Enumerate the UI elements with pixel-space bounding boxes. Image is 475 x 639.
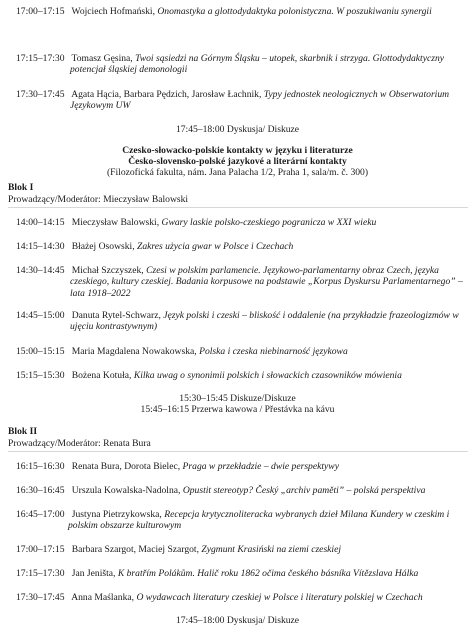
entry-title: K bratřím Polákům. Halič roku 1862 očima českého básníka Vítězslava Hálka [117, 568, 419, 579]
entry-authors: Jan Jeništa, [71, 568, 116, 579]
entry-authors: Mieczysław Balowski, [71, 217, 160, 228]
discussion-line: 17:45–18:00 Dyskusja/ Diskuze [175, 615, 300, 626]
entry-time: 17:30–17:45 [16, 592, 65, 603]
entry-time: 14:30–14:45 [16, 265, 65, 276]
program-entry [8, 485, 471, 496]
entry-title: Onomastyka a glottodydaktyka polonistyczna. W poszukiwaniu synergii [157, 6, 432, 17]
divider [8, 451, 468, 452]
entry-time: 16:15–16:30 [16, 461, 65, 472]
entry-time: 15:00–15:15 [16, 346, 65, 357]
discussion-line: 17:45–18:00 Dyskusja/ Diskuze [175, 124, 300, 135]
moderator-line: Prowadzący/Moderátor: Renata Bura [8, 438, 151, 449]
program-entry [8, 241, 471, 252]
entry-title: Kilka uwag o synonimii polskich i słowackich czasowników mówienia [133, 370, 402, 381]
entry-time: 17:00–17:15 [16, 6, 65, 17]
discussion-line: 15:30–15:45 Diskuze/Diskuze [179, 393, 296, 404]
entry-title: Zygmunt Krasiński na ziemi czeskiej [201, 544, 342, 555]
entry-title: O wydawcach literatury czeskiej w Polsce i literatury polskiej w Czechach [136, 592, 423, 603]
entry-title: Praga w przekładzie – dwie perspektywy [182, 461, 339, 472]
program-entry [8, 310, 471, 333]
section-venue: (Filozofická fakulta, nám. Jana Palacha 1/2, Praha 1, sala/m. č. 300) [106, 167, 369, 178]
program-entry [8, 461, 471, 472]
program-entry [8, 509, 471, 532]
entry-time: 17:15–17:30 [16, 53, 65, 64]
entry-authors: Michał Szczyszek, [71, 265, 144, 276]
entry-authors: Urszula Kowalska-Nadolna, [71, 485, 181, 496]
entry-authors: Agata Hącia, Barbara Pędzich, Jarosław Łachnik, [71, 89, 262, 100]
entry-authors: Renata Bura, Dorota Bielec, [71, 461, 181, 472]
entry-title: Opustit stereotyp? Český „archiv paměti” – polská perspektiva [182, 485, 426, 496]
entry-title: Język polski i czeski – bliskość i oddalenie (na przykładzie frazeologizmów w ujęciu kontrastywnym) [70, 310, 459, 333]
entry-time: 16:30–16:45 [16, 485, 65, 496]
divider [8, 207, 468, 208]
entry-time: 14:45–15:00 [16, 310, 65, 321]
program-entry [8, 370, 471, 381]
program-entry [8, 217, 471, 228]
program-entry [8, 6, 471, 17]
entry-authors: Barbara Szargot, Maciej Szargot, [71, 544, 199, 555]
entry-authors: Anna Maślanka, [71, 592, 135, 603]
program-entry [8, 89, 471, 112]
entry-authors: Błażej Osowski, [71, 241, 135, 252]
entry-authors: Danuta Rytel-Schwarz, [71, 310, 161, 321]
entry-time: 14:15–14:30 [16, 241, 65, 252]
program-entry [8, 53, 471, 76]
entry-title: Recepcja krytycznoliteracka wybranych dzieł Milana Kundery w czeskim i polskim obszarze kulturowym [68, 509, 450, 532]
entry-time: 16:45–17:00 [16, 509, 65, 520]
entry-title: Czesi w polskim parlamencie. Językowo-parlamentarny obraz Czech, języka czeskiego, kultury czeskiej. Badania korpusowe na podstawie „Korpus Dyskursu Parlamentarnego” – lata 1918–2022 [70, 265, 463, 299]
entry-title: Zakres użycia gwar w Polsce i Czechach [137, 241, 294, 252]
program-entry [8, 544, 471, 555]
entry-time: 17:00–17:15 [16, 544, 65, 555]
entry-authors: Tomasz Gęsina, [71, 53, 133, 64]
entry-authors: Justyna Pietrzykowska, [71, 509, 162, 520]
entry-authors: Wojciech Hofmański, [71, 6, 155, 17]
program-entry [8, 265, 471, 299]
entry-title: Polska i czeska niebinarność językowa [199, 346, 348, 357]
section-title-cs: Česko-slovensko-polské jazykové a literární kontakty [128, 156, 347, 167]
block-heading: Blok II [8, 426, 38, 437]
entry-authors: Maria Magdalena Nowakowska, [71, 346, 197, 357]
program-entry [8, 346, 471, 357]
program-entry [8, 592, 471, 603]
block-heading: Blok I [8, 182, 34, 193]
entry-time: 14:00–14:15 [16, 217, 65, 228]
entry-time: 17:30–17:45 [16, 89, 65, 100]
entry-title: Twoi sąsiedzi na Górnym Śląsku – utopek, skarbnik i strzyga. Glottodydaktyczny potencjał śląskiej demonologii [70, 53, 445, 76]
moderator-line: Prowadzący/Moderátor: Mieczysław Balowski [8, 194, 189, 205]
entry-title: Typy jednostek neologicznych w Obserwatorium Językowym UW [70, 89, 450, 112]
entry-title: Gwary laskie polsko-czeskiego pogranicza w XXI wieku [161, 217, 377, 228]
entry-time: 15:15–15:30 [16, 370, 65, 381]
break-line: 15:45–16:15 Przerwa kawowa / Přestávka na kávu [140, 404, 335, 415]
entry-time: 17:15–17:30 [16, 568, 65, 579]
program-entry [8, 568, 471, 579]
entry-authors: Bożena Kotuła, [71, 370, 132, 381]
section-title-pl: Czesko-słowacko-polskie kontakty w języku i literaturze [122, 145, 353, 156]
